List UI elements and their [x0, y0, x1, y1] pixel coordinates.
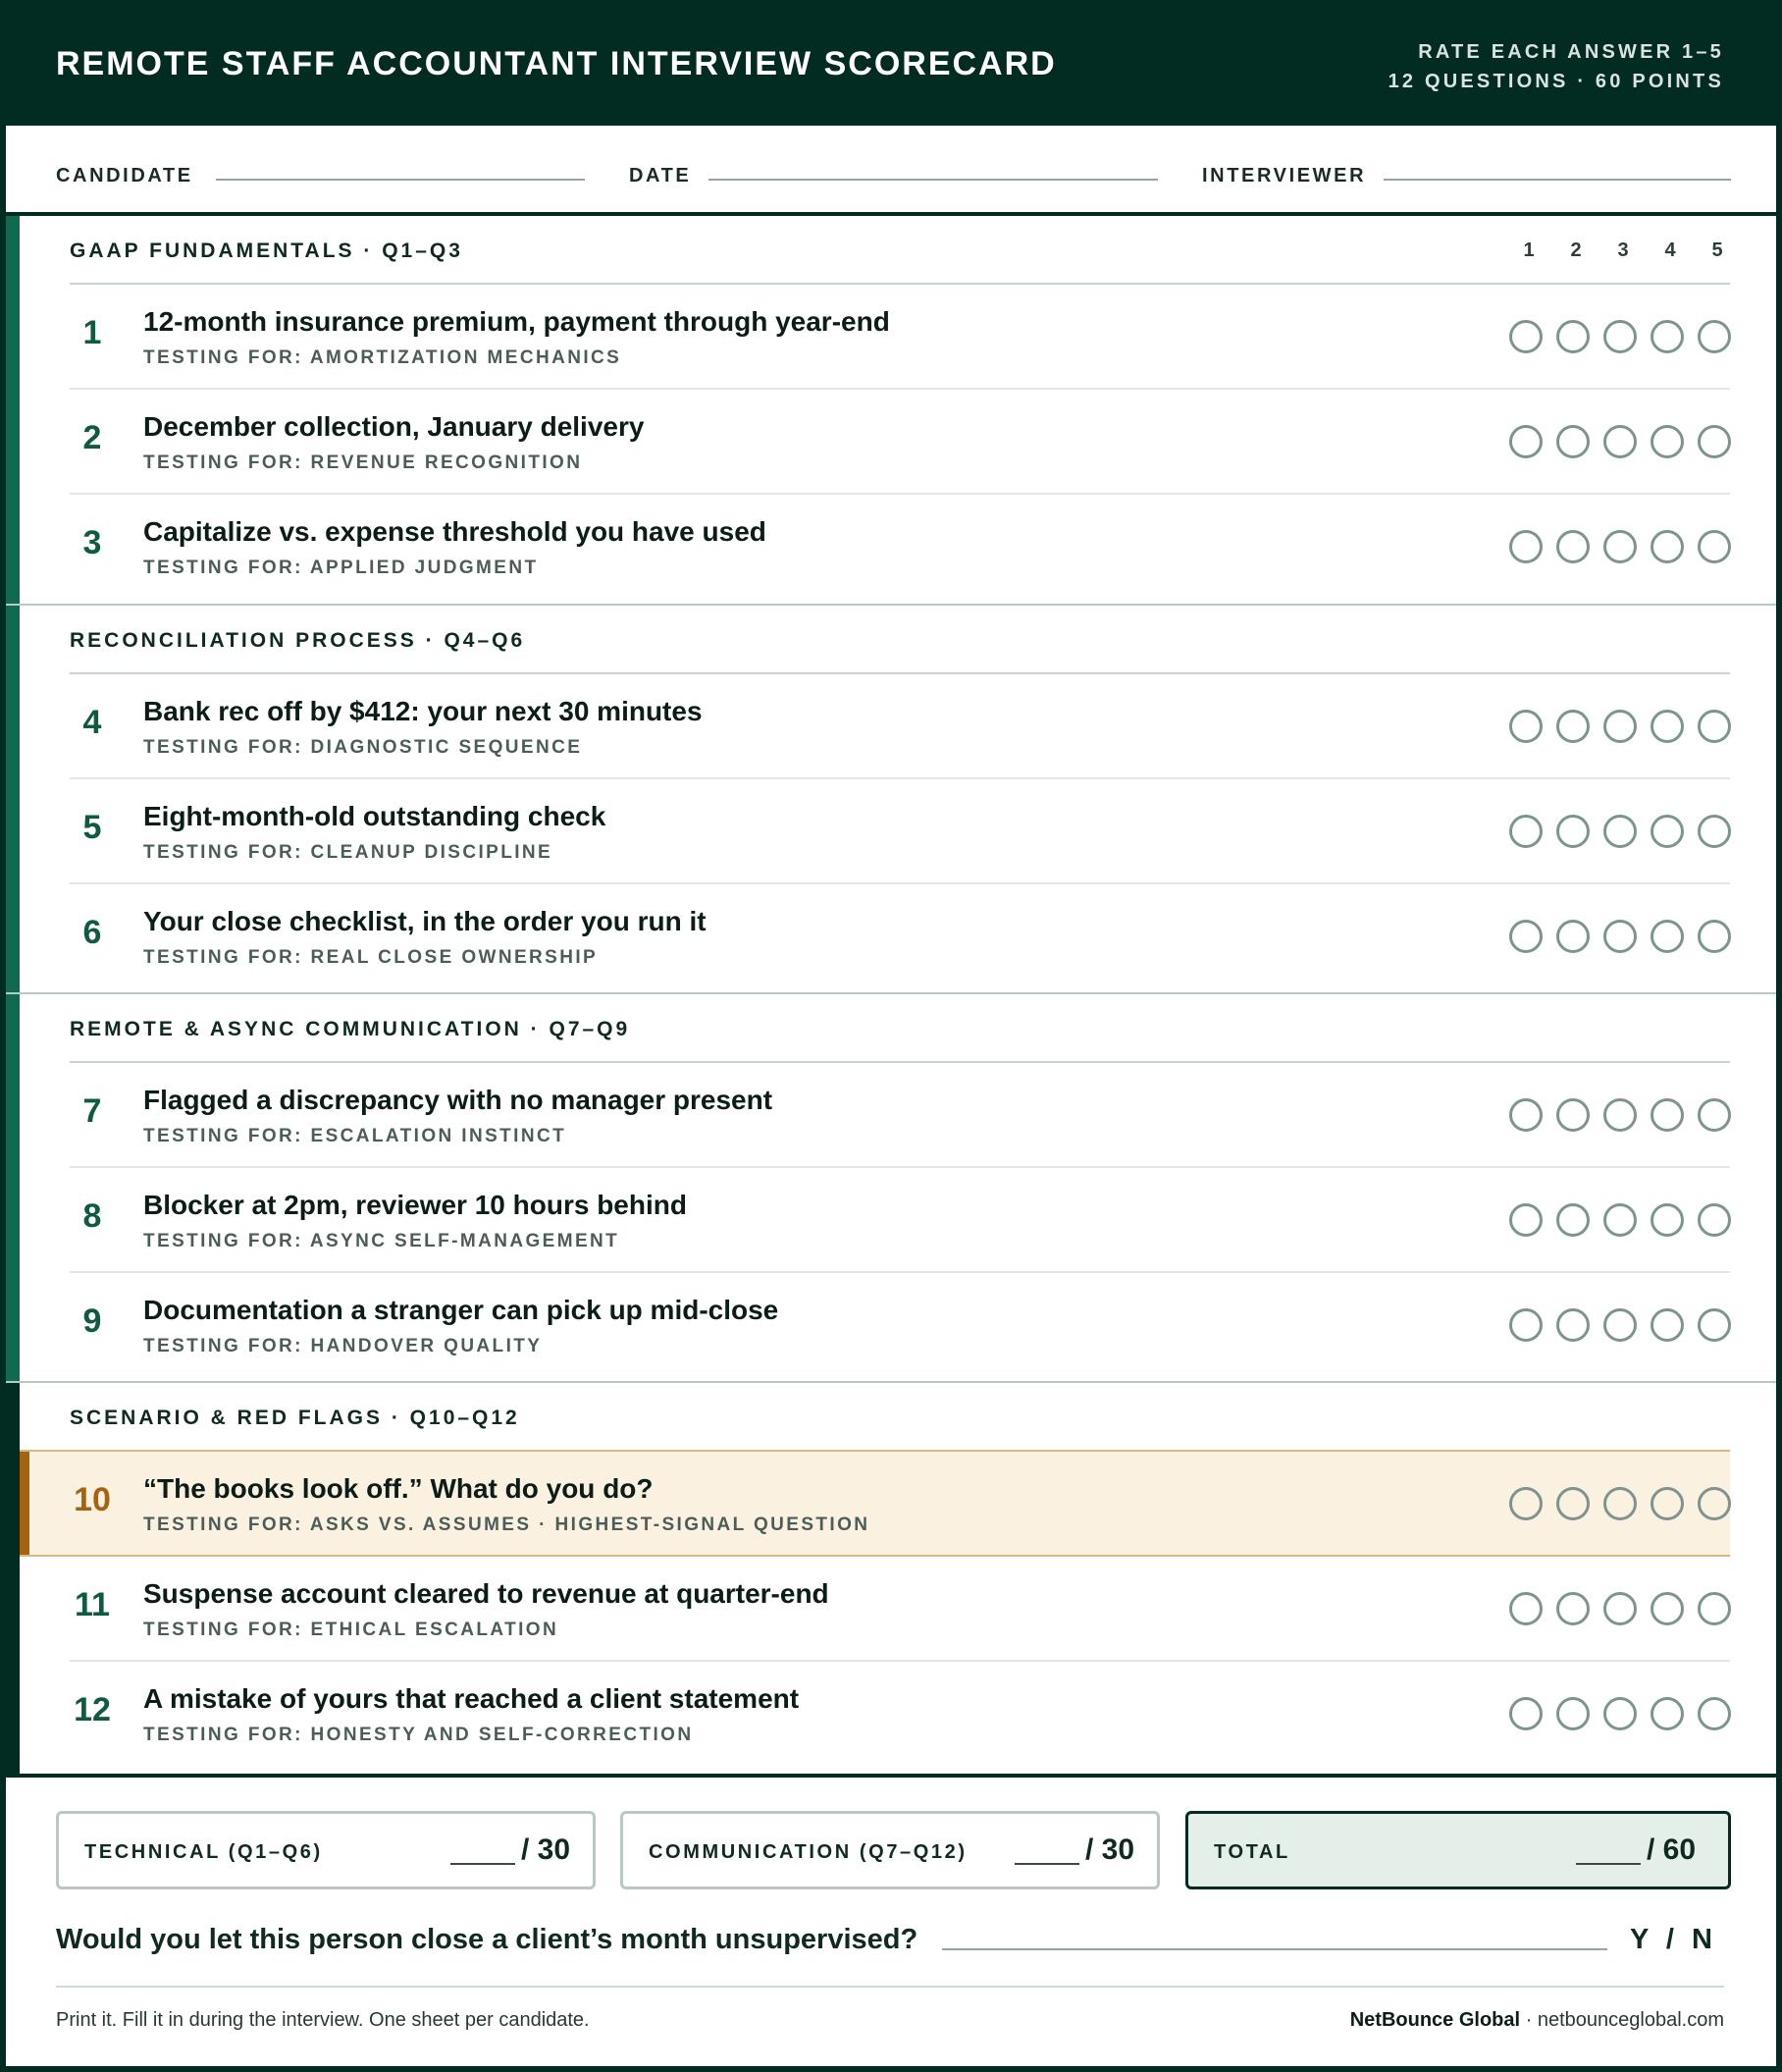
scale-label: 3: [1617, 239, 1629, 261]
header-info: [1389, 37, 1724, 96]
technical-score-field[interactable]: [450, 1863, 515, 1865]
question-row: [70, 1063, 1730, 1168]
question-row: [70, 390, 1730, 495]
rating-circle-5[interactable]: [1698, 1098, 1731, 1132]
section-reconciliation: [6, 606, 1776, 994]
question-number: 7: [82, 1092, 102, 1130]
question-title: Capitalize vs. expense threshold you have used: [143, 516, 766, 547]
section-heading: SCENARIO & RED FLAGS · Q10–Q12: [70, 1407, 520, 1429]
communication-max: / 30: [1085, 1833, 1135, 1866]
question-row-highlighted: [20, 1450, 1730, 1557]
testing-for: TESTING FOR: ASKS VS. ASSUMES · HIGHEST-SIGNAL QUESTION: [143, 1514, 870, 1535]
footer-note: Print it. Fill it in during the interview. One sheet per candidate.: [56, 2009, 590, 2031]
rating-circle-2[interactable]: [1556, 320, 1590, 353]
footer-divider: [56, 1986, 1724, 1988]
rating-options: [1509, 1308, 1745, 1344]
rating-circle-2[interactable]: [1556, 425, 1590, 458]
question-number: 5: [82, 809, 102, 846]
question-row: [70, 495, 1730, 600]
rating-circle-1[interactable]: [1509, 815, 1543, 848]
brand-name: NetBounce Global: [1349, 2009, 1521, 2031]
candidate-label: CANDIDATE: [56, 165, 193, 186]
rating-circle-2[interactable]: [1556, 710, 1590, 743]
rating-circle-1[interactable]: [1509, 530, 1543, 563]
question-title: 12-month insurance premium, payment through year-end: [143, 306, 890, 337]
section-accent-bar: [6, 994, 20, 1381]
rating-circle-5[interactable]: [1698, 1592, 1731, 1625]
section-communication: [6, 994, 1776, 1383]
rating-circle-5[interactable]: [1698, 1203, 1731, 1237]
rating-circle-1[interactable]: [1509, 1697, 1543, 1730]
question-row: [70, 1168, 1730, 1273]
testing-for: TESTING FOR: APPLIED JUDGMENT: [143, 558, 539, 578]
rating-circle-4[interactable]: [1651, 1697, 1684, 1730]
rating-options: [1509, 1592, 1745, 1627]
rating-circle-5[interactable]: [1698, 320, 1731, 353]
scale-label: 2: [1570, 239, 1582, 261]
rating-circle-4[interactable]: [1651, 1308, 1684, 1342]
technical-max: / 30: [521, 1833, 571, 1866]
header: [6, 0, 1776, 126]
question-title: Blocker at 2pm, reviewer 10 hours behind: [143, 1190, 687, 1220]
question-title: A mistake of yours that reached a client statement: [143, 1683, 800, 1714]
rating-circle-4[interactable]: [1651, 1203, 1684, 1237]
section-heading: RECONCILIATION PROCESS · Q4–Q6: [70, 629, 526, 652]
rating-circle-2[interactable]: [1556, 815, 1590, 848]
rating-circle-2[interactable]: [1556, 1203, 1590, 1237]
footer-brand: [1350, 2009, 1724, 2032]
testing-for: TESTING FOR: HONESTY AND SELF-CORRECTION: [143, 1725, 694, 1745]
rating-circle-3[interactable]: [1603, 1697, 1637, 1730]
question-number: 3: [82, 524, 102, 561]
rating-circle-2[interactable]: [1556, 1308, 1590, 1342]
scale-label: 4: [1664, 239, 1676, 261]
rating-circle-3[interactable]: [1603, 320, 1637, 353]
rating-options: [1509, 920, 1745, 955]
rating-circle-3[interactable]: [1603, 920, 1637, 953]
rating-circle-4[interactable]: [1651, 530, 1684, 563]
rating-circle-1[interactable]: [1509, 1308, 1543, 1342]
rating-circle-1[interactable]: [1509, 1592, 1543, 1625]
testing-for: TESTING FOR: ESCALATION INSTINCT: [143, 1126, 567, 1146]
question-number: 6: [82, 914, 102, 951]
rating-options: [1509, 1697, 1745, 1732]
page-title: REMOTE STAFF ACCOUNTANT INTERVIEW SCORECARD: [56, 45, 1057, 82]
highlight-accent-bar: [20, 1452, 29, 1555]
section-accent-bar: [6, 216, 20, 604]
question-number: 1: [82, 314, 102, 351]
rating-circle-2[interactable]: [1556, 1098, 1590, 1132]
question-number: 10: [74, 1481, 111, 1518]
rating-options: [1509, 1203, 1745, 1239]
total-max: / 60: [1647, 1833, 1697, 1866]
rating-options: [1509, 425, 1745, 460]
rating-circle-3[interactable]: [1603, 530, 1637, 563]
rating-circle-1[interactable]: [1509, 1098, 1543, 1132]
date-field[interactable]: [708, 179, 1158, 181]
totals-divider: [6, 1774, 1776, 1778]
question-title: December collection, January delivery: [143, 411, 645, 442]
brand-site: · netbounceglobal.com: [1520, 2009, 1724, 2031]
rating-circle-3[interactable]: [1603, 1203, 1637, 1237]
rating-circle-2[interactable]: [1556, 1697, 1590, 1730]
question-row: [70, 285, 1730, 390]
rating-circle-1[interactable]: [1509, 710, 1543, 743]
date-label: DATE: [629, 165, 692, 186]
rating-circle-1[interactable]: [1509, 1203, 1543, 1237]
total-score-box: [1185, 1811, 1731, 1889]
rating-circle-4[interactable]: [1651, 1098, 1684, 1132]
total-label: TOTAL: [1214, 1841, 1290, 1863]
question-title: Eight-month-old outstanding check: [143, 801, 606, 831]
section-accent-bar: [6, 606, 20, 992]
question-title: Bank rec off by $412: your next 30 minutes: [143, 696, 703, 726]
section-scenario: [6, 1383, 1776, 1774]
rating-circle-5[interactable]: [1698, 920, 1731, 953]
technical-score-box: [56, 1811, 596, 1889]
rating-circle-2[interactable]: [1556, 530, 1590, 563]
question-title: Flagged a discrepancy with no manager present: [143, 1085, 773, 1115]
rating-circle-1[interactable]: [1509, 425, 1543, 458]
rating-circle-4[interactable]: [1651, 710, 1684, 743]
rating-circle-2[interactable]: [1556, 1592, 1590, 1625]
rating-circle-3[interactable]: [1603, 1487, 1637, 1520]
rate-instruction: RATE EACH ANSWER 1–5: [1418, 41, 1724, 63]
interviewer-field[interactable]: [1384, 179, 1731, 181]
rating-circle-3[interactable]: [1603, 1308, 1637, 1342]
scale-label: 1: [1523, 239, 1535, 261]
question-number: 2: [82, 419, 102, 456]
section-heading: GAAP FUNDAMENTALS · Q1–Q3: [70, 239, 463, 262]
rating-circle-5[interactable]: [1698, 1697, 1731, 1730]
total-score-field[interactable]: [1576, 1863, 1641, 1865]
rating-circle-4[interactable]: [1651, 1592, 1684, 1625]
rating-options: [1509, 1487, 1745, 1522]
testing-for: TESTING FOR: ASYNC SELF-MANAGEMENT: [143, 1231, 620, 1251]
rating-circle-1[interactable]: [1509, 1487, 1543, 1520]
question-title: Suspense account cleared to revenue at quarter-end: [143, 1578, 829, 1609]
rating-circle-1[interactable]: [1509, 920, 1543, 953]
testing-for: TESTING FOR: REAL CLOSE OWNERSHIP: [143, 947, 599, 968]
section-accent-bar: [6, 1383, 20, 1774]
rating-circle-1[interactable]: [1509, 320, 1543, 353]
rating-circle-3[interactable]: [1603, 425, 1637, 458]
communication-score-field[interactable]: [1015, 1863, 1079, 1865]
question-row: [70, 1662, 1730, 1767]
rating-circle-4[interactable]: [1651, 920, 1684, 953]
testing-for: TESTING FOR: CLEANUP DISCIPLINE: [143, 842, 553, 863]
rating-circle-2[interactable]: [1556, 920, 1590, 953]
final-answer-field[interactable]: [942, 1948, 1607, 1950]
rating-circle-5[interactable]: [1698, 530, 1731, 563]
testing-for: TESTING FOR: HANDOVER QUALITY: [143, 1336, 543, 1356]
rating-circle-4[interactable]: [1651, 815, 1684, 848]
candidate-field[interactable]: [216, 179, 585, 181]
question-number: 9: [82, 1302, 102, 1340]
rating-options: [1509, 530, 1745, 565]
question-summary: 12 QUESTIONS · 60 POINTS: [1388, 71, 1724, 92]
question-row: [70, 1557, 1730, 1662]
question-number: 8: [82, 1197, 102, 1235]
yes-no-choice[interactable]: Y / N: [1630, 1924, 1712, 1955]
communication-label: COMMUNICATION (Q7–Q12): [649, 1841, 968, 1863]
technical-label: TECHNICAL (Q1–Q6): [84, 1841, 323, 1863]
testing-for: TESTING FOR: DIAGNOSTIC SEQUENCE: [143, 737, 583, 758]
question-row: [70, 779, 1730, 884]
section-gaap: [6, 216, 1776, 606]
rating-circle-2[interactable]: [1556, 1487, 1590, 1520]
rating-options: [1509, 710, 1745, 745]
question-row: [70, 1273, 1730, 1378]
rating-circle-3[interactable]: [1603, 1592, 1637, 1625]
rating-circle-3[interactable]: [1603, 710, 1637, 743]
rating-circle-5[interactable]: [1698, 1308, 1731, 1342]
communication-score-box: [620, 1811, 1160, 1889]
rating-options: [1509, 320, 1745, 355]
meta-row: [6, 126, 1776, 216]
rating-circle-5[interactable]: [1698, 1487, 1731, 1520]
question-row: [70, 674, 1730, 779]
question-number: 12: [74, 1691, 111, 1728]
rating-circle-3[interactable]: [1603, 815, 1637, 848]
question-row: [70, 884, 1730, 989]
scale-label: 5: [1711, 239, 1723, 261]
rating-options: [1509, 1098, 1745, 1134]
question-number: 11: [75, 1586, 110, 1623]
scale-header: [1509, 239, 1745, 265]
rating-circle-4[interactable]: [1651, 320, 1684, 353]
rating-circle-5[interactable]: [1698, 815, 1731, 848]
question-number: 4: [82, 704, 102, 741]
question-title: “The books look off.” What do you do?: [143, 1473, 654, 1504]
rating-circle-3[interactable]: [1603, 1098, 1637, 1132]
interviewer-label: INTERVIEWER: [1202, 165, 1367, 186]
rating-circle-4[interactable]: [1651, 425, 1684, 458]
testing-for: TESTING FOR: REVENUE RECOGNITION: [143, 452, 583, 473]
section-heading: REMOTE & ASYNC COMMUNICATION · Q7–Q9: [70, 1018, 631, 1040]
rating-options: [1509, 815, 1745, 850]
question-title: Your close checklist, in the order you run it: [143, 906, 707, 936]
testing-for: TESTING FOR: AMORTIZATION MECHANICS: [143, 347, 622, 368]
rating-circle-5[interactable]: [1698, 425, 1731, 458]
question-title: Documentation a stranger can pick up mid-close: [143, 1295, 779, 1325]
final-question: Would you let this person close a client’s month unsupervised?: [56, 1924, 918, 1955]
testing-for: TESTING FOR: ETHICAL ESCALATION: [143, 1620, 559, 1640]
rating-circle-4[interactable]: [1651, 1487, 1684, 1520]
rating-circle-5[interactable]: [1698, 710, 1731, 743]
